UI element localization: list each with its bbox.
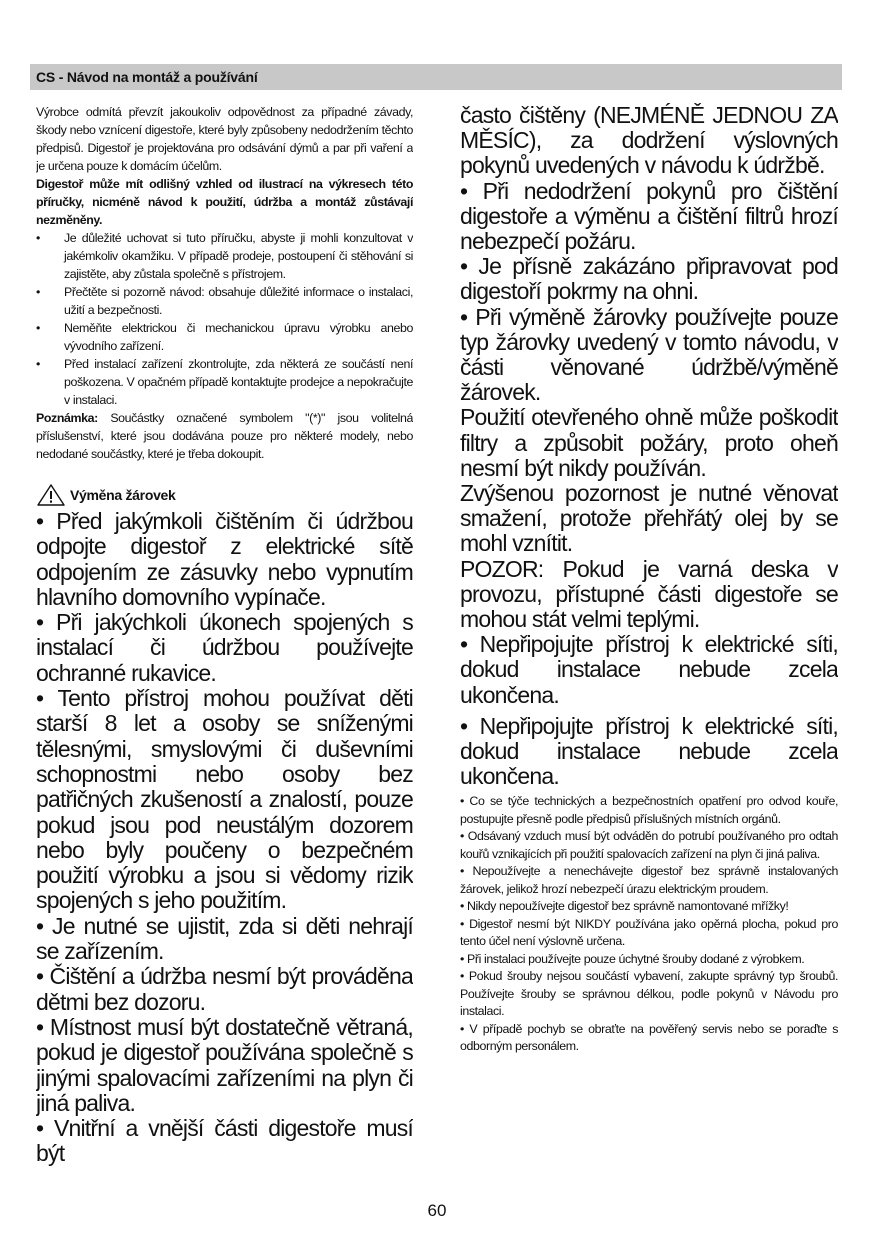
large-paragraph: • Nepřipojujte přístroj k elektrické síti, dokud instalace nebude zcela ukončena. xyxy=(460,712,838,790)
warning-triangle-icon xyxy=(36,483,66,507)
warning-paragraph: • Vnitřní a vnější části digestoře musí být xyxy=(36,1115,413,1167)
small-paragraph: • Co se týče technických a bezpečnostních opatření pro odvod kouře, postupujte přesně podle předpisů příslušných místních orgánů. xyxy=(460,794,838,826)
large-paragraph: Zvýšenou pozornost je nutné věnovat smažení, protože přehřátý olej by se mohl vznítit. xyxy=(460,480,838,557)
list-item xyxy=(36,283,413,319)
warning-paragraph: • Je nutné se ujistit, zda si děti nehrají se zařízením. xyxy=(36,912,413,965)
small-paragraph: • V případě pochyb se obraťte na pověřený servis nebo se poraďte s odborným personálem. xyxy=(460,1021,838,1054)
warning-paragraph: • Při jakýchkoli úkonech spojených s instalací či údržbou používejte ochranné rukavice. xyxy=(36,609,413,686)
small-paragraph: • Nikdy nepoužívejte digestoř bez správně namontované mřížky! xyxy=(460,899,789,914)
large-paragraph: POZOR: Pokud je varná deska v provozu, přístupné části digestoře se mohou stát velmi teplými. xyxy=(460,555,838,633)
small-paragraph: • Nepoužívejte a nenechávejte digestoř bez správně instalovaných žárovek, jelikož hrozí nebezpečí úrazu elektrickým proudem. xyxy=(460,864,838,896)
left-column xyxy=(36,103,413,1173)
large-paragraph: Použití otevřeného ohně může poškodit filtry a způsobit požáry, proto oheň nesmí být nikdy používán. xyxy=(460,404,838,481)
small-paragraph: • Pokud šrouby nejsou součástí vybavení, zakupte správný typ šroubů. Používejte šrouby se správnou délkou, podle pokynů v Návodu pro instalaci. xyxy=(460,969,838,1019)
bold-notice: Digestoř může mít odlišný vzhled od ilustrací na výkresech této příručky, nicméně návod k použití, údržba a montáž zůstávají nezměněny. xyxy=(36,177,413,227)
right-column xyxy=(460,103,838,1083)
list-item-text: Neměňte elektrickou či mechanickou úpravu výrobku anebo vývodního zařízení. xyxy=(64,321,413,353)
large-paragraph: • Nepřipojujte přístroj k elektrické síti, dokud instalace nebude zcela ukončena. xyxy=(460,631,838,708)
list-item-text: Přečtěte si pozorně návod: obsahuje důležité informace o instalaci, užití a bezpečnosti. xyxy=(64,285,413,317)
note-paragraph xyxy=(36,409,413,463)
large-paragraph: často čištěny (NEJMÉNĚ JEDNOU ZA MĚSÍC), za dodržení výslovných pokynů uvedených v návodu k údržbě. xyxy=(460,103,838,179)
large-paragraph: • Při nedodržení pokynů pro čištění digestoře a výměnu a čištění filtrů hrozí nebezpečí požáru. xyxy=(460,177,838,255)
safety-bullet-list xyxy=(36,229,413,409)
intro-paragraph: Výrobce odmítá převzít jakoukoliv odpovědnost za případné závady, škody nebo vznícení digestoře, které byly způsobeny nedodržením těchto předpisů. Digestoř je projektována pro odsávání dýmů a par při vaření a je určena pouze k domácím účelům. xyxy=(36,105,413,173)
small-paragraph: • Digestoř nesmí být NIKDY používána jako opěrná plocha, pokud pro tento účel není výslovně určena. xyxy=(460,916,838,949)
warning-paragraph: • Tento přístroj mohou používat děti starší 8 let a osoby se sníženými tělesnými, smyslovými či duševními schopnostmi nebo osoby bez patřičných zkušeností a znalostí, pouze pokud jsou pod neustálým dozorem nebo byly poučeny o bezpečném použití výrobku a jsou si vědomy rizik spojených s jeho použitím. xyxy=(36,685,413,914)
list-item xyxy=(36,319,413,355)
large-paragraph: • Při výměně žárovky používejte pouze typ žárovky uvedený v tomto návodu, v části věnované údržbě/výměně žárovek. xyxy=(460,303,838,406)
page-number: 60 xyxy=(427,1201,447,1220)
section-heading xyxy=(36,483,413,507)
list-item-text: Je důležité uchovat si tuto příručku, abyste ji mohli konzultovat v jakémkoliv okamžiku. V případě prodeje, postoupení či stěhování si zajistěte, aby zůstala společně s přístrojem. xyxy=(64,231,413,281)
bullet-glyph: • xyxy=(36,321,40,335)
section-header-bar xyxy=(30,64,842,90)
small-paragraph: • Odsávaný vzduch musí být odváděn do potrubí používaného pro odtah kouřů vznikajících při použití spalovacích zařízení na plyn či jiná paliva. xyxy=(460,829,838,861)
section-title: Výměna žárovek xyxy=(70,487,176,503)
warning-paragraph: • Před jakýmkoli čištěním či údržbou odpojte digestoř z elektrické sítě odpojením ze zásuvky nebo vypnutím hlavního domovního vypínače. xyxy=(36,508,413,610)
warning-paragraph: • Čištění a údržba nesmí být prováděna dětmi bez dozoru. xyxy=(36,963,413,1015)
bullet-glyph: • xyxy=(36,231,40,245)
note-label: Poznámka: xyxy=(36,411,98,425)
note-text: Součástky označené symbolem "(*)" jsou volitelná příslušenství, které jsou dodávána pouze pro některé modely, nebo nedodané součástky, které je třeba dokoupit. xyxy=(36,411,413,461)
bullet-glyph: • xyxy=(36,357,40,371)
list-item xyxy=(36,229,413,283)
small-paragraph: • Při instalaci používejte pouze úchytné šrouby dodané z výrobkem. xyxy=(460,951,805,966)
bullet-glyph: • xyxy=(36,285,40,299)
list-item-text: Před instalací zařízení zkontrolujte, zda některá ze součástí není poškozena. V opačném případě kontaktujte prodejce a nepokračujte v instalaci. xyxy=(64,357,413,407)
page-title: CS - Návod na montáž a používání xyxy=(36,69,258,85)
small-paragraph-group xyxy=(460,793,838,1056)
large-paragraph: • Je přísně zakázáno připravovat pod digestoří pokrmy na ohni. xyxy=(460,253,838,305)
list-item xyxy=(36,355,413,409)
warning-paragraph: • Místnost musí být dostatečně větraná, pokud je digestoř používána společně s jinými spalovacími zařízeními na plyn či jiná paliva. xyxy=(36,1013,413,1116)
